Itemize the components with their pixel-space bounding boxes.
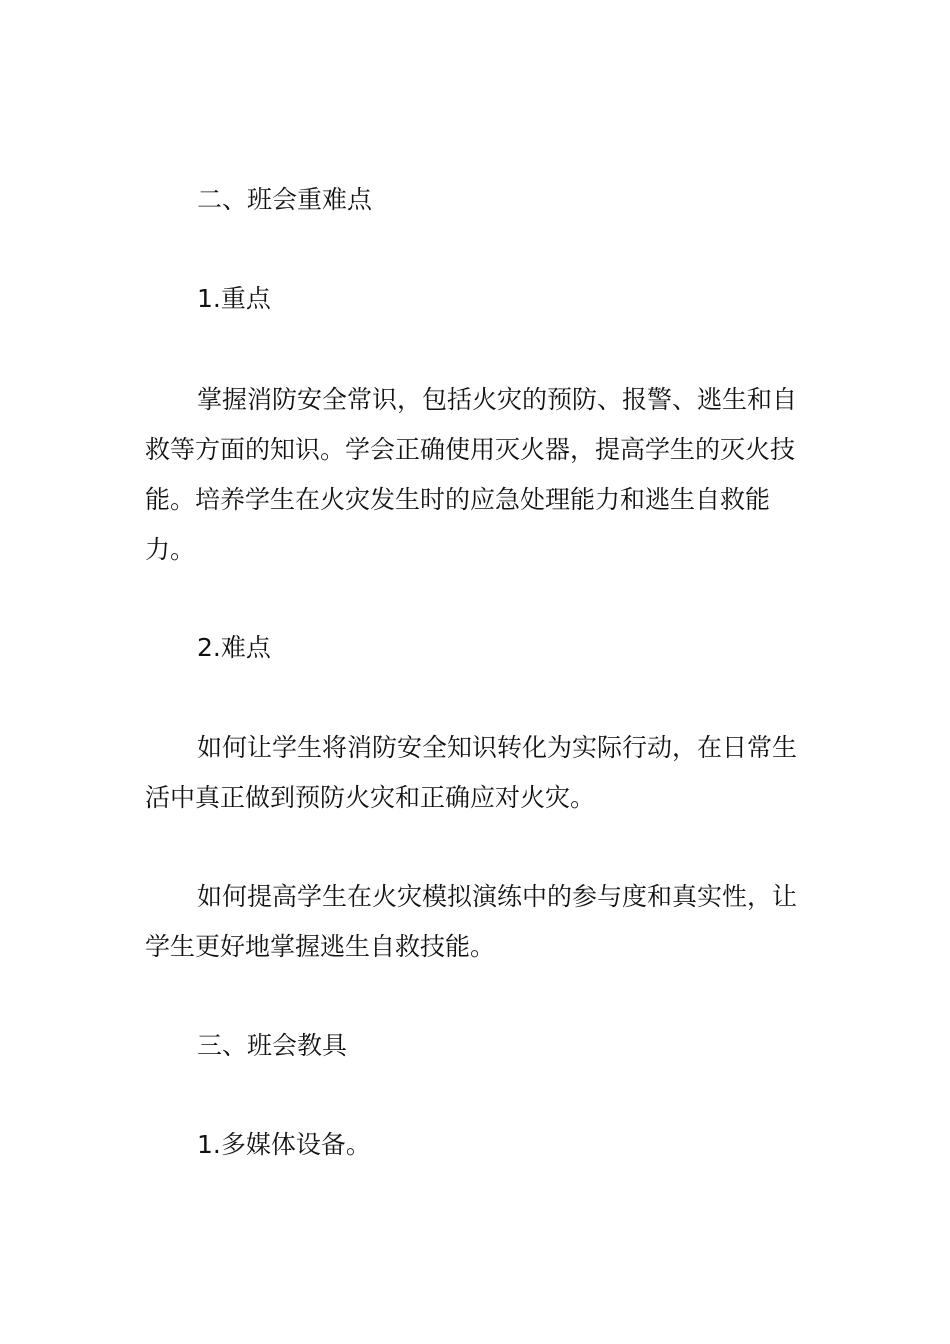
section-heading-key-points: 二、班会重难点: [197, 185, 373, 214]
subheading-focus: 1.重点: [197, 284, 271, 313]
section-heading-teaching-aids: 三、班会教具: [197, 1031, 348, 1060]
paragraph-difficulty-1: 如何让学生将消防安全知识转化为实际行动，在日常生活中真正做到预防火灾和正确应对火灾。: [145, 733, 798, 812]
paragraph-difficulty-2: 如何提高学生在火灾模拟演练中的参与度和真实性，让学生更好地掌握逃生自救技能。: [145, 882, 798, 961]
list-item-multimedia: 1.多媒体设备。: [197, 1130, 371, 1159]
subheading-difficulty: 2.难点: [197, 633, 271, 662]
paragraph-focus-content: 掌握消防安全常识，包括火灾的预防、报警、逃生和自救等方面的知识。学会正确使用灭火器，提高学生的灭火技能。培养学生在火灾发生时的应急处理能力和逃生自救能力。: [145, 385, 798, 564]
